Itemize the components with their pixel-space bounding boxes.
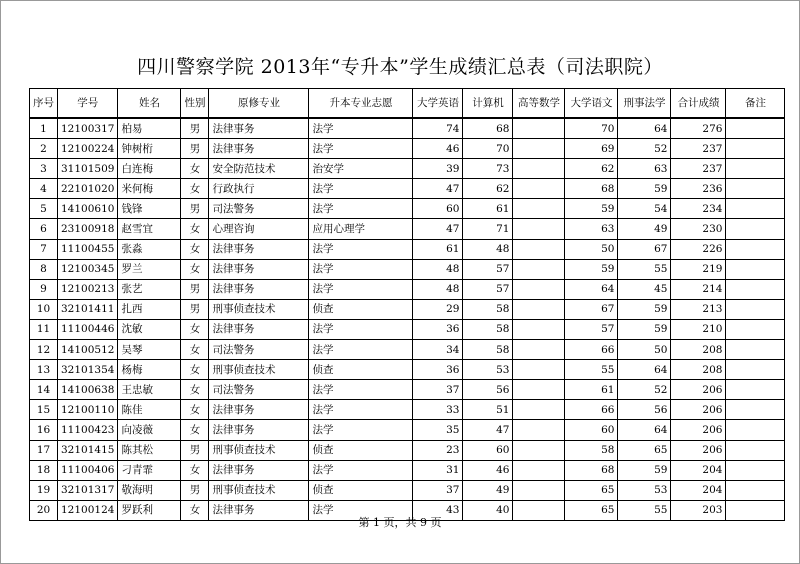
math-score xyxy=(513,279,565,299)
header-math: 高等数学 xyxy=(513,89,565,119)
student-name: 杨梅 xyxy=(118,360,181,380)
original-major: 法律事务 xyxy=(209,279,309,299)
chinese-score: 60 xyxy=(565,420,618,440)
student-sex: 男 xyxy=(181,440,209,460)
computer-score: 71 xyxy=(463,219,513,239)
math-score xyxy=(513,340,565,360)
target-major: 法学 xyxy=(309,279,413,299)
row-number: 3 xyxy=(30,159,58,179)
math-score xyxy=(513,139,565,159)
student-sex: 女 xyxy=(181,219,209,239)
computer-score: 60 xyxy=(463,440,513,460)
criminal-law-score: 63 xyxy=(618,159,671,179)
total-score: 208 xyxy=(671,360,726,380)
student-name: 柏易 xyxy=(118,118,181,139)
total-score: 226 xyxy=(671,239,726,259)
row-number: 14 xyxy=(30,380,58,400)
criminal-law-score: 45 xyxy=(618,279,671,299)
student-sex: 男 xyxy=(181,480,209,500)
total-score: 219 xyxy=(671,259,726,279)
original-major: 刑事侦查技术 xyxy=(209,440,309,460)
original-major: 法律事务 xyxy=(209,420,309,440)
english-score: 60 xyxy=(413,199,463,219)
student-sex: 女 xyxy=(181,340,209,360)
student-name: 向凌薇 xyxy=(118,420,181,440)
chinese-score: 67 xyxy=(565,299,618,319)
original-major: 法律事务 xyxy=(209,400,309,420)
row-number: 20 xyxy=(30,500,58,520)
student-sex: 女 xyxy=(181,179,209,199)
criminal-law-score: 64 xyxy=(618,360,671,380)
target-major: 法学 xyxy=(309,239,413,259)
original-major: 刑事侦查技术 xyxy=(209,299,309,319)
table-row xyxy=(30,299,785,319)
english-score: 47 xyxy=(413,179,463,199)
computer-score: 53 xyxy=(463,360,513,380)
row-number: 11 xyxy=(30,319,58,339)
computer-score: 70 xyxy=(463,139,513,159)
original-major: 司法警务 xyxy=(209,380,309,400)
header-sex: 性别 xyxy=(181,89,209,119)
row-number: 5 xyxy=(30,199,58,219)
math-score xyxy=(513,460,565,480)
chinese-score: 59 xyxy=(565,259,618,279)
english-score: 29 xyxy=(413,299,463,319)
math-score xyxy=(513,420,565,440)
total-score: 237 xyxy=(671,159,726,179)
student-id: 14100512 xyxy=(58,340,118,360)
original-major: 行政执行 xyxy=(209,179,309,199)
target-major: 法学 xyxy=(309,340,413,360)
table-row xyxy=(30,199,785,219)
chinese-score: 62 xyxy=(565,159,618,179)
student-name: 米何梅 xyxy=(118,179,181,199)
chinese-score: 57 xyxy=(565,319,618,339)
student-name: 张艺 xyxy=(118,279,181,299)
header-target-major: 升本专业志愿 xyxy=(309,89,413,119)
student-sex: 男 xyxy=(181,279,209,299)
student-name: 白连梅 xyxy=(118,159,181,179)
table-row xyxy=(30,440,785,460)
row-number: 6 xyxy=(30,219,58,239)
student-id: 22101020 xyxy=(58,179,118,199)
criminal-law-score: 64 xyxy=(618,420,671,440)
student-id: 12100317 xyxy=(58,118,118,139)
target-major: 侦查 xyxy=(309,440,413,460)
note-cell xyxy=(726,319,785,339)
target-major: 法学 xyxy=(309,139,413,159)
original-major: 刑事侦查技术 xyxy=(209,480,309,500)
student-id: 12100213 xyxy=(58,279,118,299)
note-cell xyxy=(726,380,785,400)
original-major: 司法警务 xyxy=(209,199,309,219)
header-id: 学号 xyxy=(58,89,118,119)
row-number: 8 xyxy=(30,259,58,279)
student-name: 扎西 xyxy=(118,299,181,319)
chinese-score: 58 xyxy=(565,440,618,460)
english-score: 33 xyxy=(413,400,463,420)
header-orig-major: 原修专业 xyxy=(209,89,309,119)
target-major: 法学 xyxy=(309,500,413,520)
total-score: 210 xyxy=(671,319,726,339)
english-score: 37 xyxy=(413,480,463,500)
criminal-law-score: 52 xyxy=(618,380,671,400)
total-score: 204 xyxy=(671,480,726,500)
target-major: 应用心理学 xyxy=(309,219,413,239)
total-score: 206 xyxy=(671,440,726,460)
table-row xyxy=(30,139,785,159)
total-score: 214 xyxy=(671,279,726,299)
student-name: 敬海明 xyxy=(118,480,181,500)
original-major: 法律事务 xyxy=(209,319,309,339)
criminal-law-score: 55 xyxy=(618,500,671,520)
english-score: 36 xyxy=(413,360,463,380)
table-body xyxy=(30,118,785,520)
table-row xyxy=(30,460,785,480)
criminal-law-score: 54 xyxy=(618,199,671,219)
table-row xyxy=(30,380,785,400)
criminal-law-score: 59 xyxy=(618,460,671,480)
student-sex: 女 xyxy=(181,239,209,259)
student-id: 32101317 xyxy=(58,480,118,500)
total-score: 204 xyxy=(671,460,726,480)
english-score: 74 xyxy=(413,118,463,139)
computer-score: 40 xyxy=(463,500,513,520)
english-score: 34 xyxy=(413,340,463,360)
math-score xyxy=(513,159,565,179)
header-note: 备注 xyxy=(726,89,785,119)
english-score: 39 xyxy=(413,159,463,179)
math-score xyxy=(513,319,565,339)
computer-score: 57 xyxy=(463,279,513,299)
total-score: 237 xyxy=(671,139,726,159)
original-major: 法律事务 xyxy=(209,118,309,139)
computer-score: 58 xyxy=(463,319,513,339)
criminal-law-score: 49 xyxy=(618,219,671,239)
row-number: 10 xyxy=(30,299,58,319)
criminal-law-score: 50 xyxy=(618,340,671,360)
math-score xyxy=(513,400,565,420)
original-major: 刑事侦查技术 xyxy=(209,360,309,380)
row-number: 19 xyxy=(30,480,58,500)
chinese-score: 63 xyxy=(565,219,618,239)
target-major: 侦查 xyxy=(309,360,413,380)
criminal-law-score: 59 xyxy=(618,319,671,339)
student-name: 吴琴 xyxy=(118,340,181,360)
student-id: 14100638 xyxy=(58,380,118,400)
header-name: 姓名 xyxy=(118,89,181,119)
row-number: 1 xyxy=(30,118,58,139)
english-score: 47 xyxy=(413,219,463,239)
table-row xyxy=(30,400,785,420)
header-computer: 计算机 xyxy=(463,89,513,119)
student-name: 钟树桁 xyxy=(118,139,181,159)
criminal-law-score: 53 xyxy=(618,480,671,500)
criminal-law-score: 65 xyxy=(618,440,671,460)
student-name: 钱锋 xyxy=(118,199,181,219)
criminal-law-score: 52 xyxy=(618,139,671,159)
original-major: 法律事务 xyxy=(209,239,309,259)
row-number: 7 xyxy=(30,239,58,259)
note-cell xyxy=(726,219,785,239)
target-major: 侦查 xyxy=(309,480,413,500)
note-cell xyxy=(726,259,785,279)
note-cell xyxy=(726,400,785,420)
student-name: 罗兰 xyxy=(118,259,181,279)
criminal-law-score: 59 xyxy=(618,299,671,319)
row-number: 17 xyxy=(30,440,58,460)
student-sex: 女 xyxy=(181,400,209,420)
computer-score: 61 xyxy=(463,199,513,219)
row-number: 2 xyxy=(30,139,58,159)
math-score xyxy=(513,239,565,259)
note-cell xyxy=(726,159,785,179)
math-score xyxy=(513,299,565,319)
student-id: 11100455 xyxy=(58,239,118,259)
chinese-score: 70 xyxy=(565,118,618,139)
total-score: 208 xyxy=(671,340,726,360)
chinese-score: 55 xyxy=(565,360,618,380)
original-major: 法律事务 xyxy=(209,259,309,279)
total-score: 213 xyxy=(671,299,726,319)
english-score: 48 xyxy=(413,279,463,299)
student-id: 32101415 xyxy=(58,440,118,460)
student-id: 12100124 xyxy=(58,500,118,520)
student-sex: 女 xyxy=(181,319,209,339)
student-id: 12100345 xyxy=(58,259,118,279)
criminal-law-score: 67 xyxy=(618,239,671,259)
computer-score: 46 xyxy=(463,460,513,480)
student-id: 32101411 xyxy=(58,299,118,319)
computer-score: 56 xyxy=(463,380,513,400)
math-score xyxy=(513,440,565,460)
student-sex: 女 xyxy=(181,500,209,520)
student-name: 沈敏 xyxy=(118,319,181,339)
note-cell xyxy=(726,139,785,159)
computer-score: 73 xyxy=(463,159,513,179)
student-name: 刁青霏 xyxy=(118,460,181,480)
note-cell xyxy=(726,460,785,480)
math-score xyxy=(513,199,565,219)
student-sex: 女 xyxy=(181,420,209,440)
score-table xyxy=(29,88,785,521)
header-criminal-law: 刑事法学 xyxy=(618,89,671,119)
chinese-score: 64 xyxy=(565,279,618,299)
header-total: 合计成绩 xyxy=(671,89,726,119)
student-name: 赵雪宜 xyxy=(118,219,181,239)
criminal-law-score: 59 xyxy=(618,179,671,199)
student-sex: 女 xyxy=(181,159,209,179)
computer-score: 58 xyxy=(463,299,513,319)
student-id: 31101509 xyxy=(58,159,118,179)
note-cell xyxy=(726,440,785,460)
criminal-law-score: 64 xyxy=(618,118,671,139)
student-id: 11100406 xyxy=(58,460,118,480)
student-name: 张淼 xyxy=(118,239,181,259)
original-major: 法律事务 xyxy=(209,139,309,159)
student-sex: 男 xyxy=(181,139,209,159)
chinese-score: 50 xyxy=(565,239,618,259)
math-score xyxy=(513,360,565,380)
chinese-score: 66 xyxy=(565,340,618,360)
math-score xyxy=(513,118,565,139)
target-major: 侦查 xyxy=(309,299,413,319)
student-id: 11100423 xyxy=(58,420,118,440)
total-score: 236 xyxy=(671,179,726,199)
student-id: 23100918 xyxy=(58,219,118,239)
original-major: 法律事务 xyxy=(209,460,309,480)
table-row xyxy=(30,179,785,199)
original-major: 安全防范技术 xyxy=(209,159,309,179)
student-name: 陈其松 xyxy=(118,440,181,460)
english-score: 23 xyxy=(413,440,463,460)
table-row xyxy=(30,219,785,239)
table-row xyxy=(30,118,785,139)
target-major: 法学 xyxy=(309,460,413,480)
target-major: 法学 xyxy=(309,179,413,199)
row-number: 12 xyxy=(30,340,58,360)
total-score: 206 xyxy=(671,420,726,440)
math-score xyxy=(513,179,565,199)
chinese-score: 66 xyxy=(565,400,618,420)
student-id: 14100610 xyxy=(58,199,118,219)
english-score: 35 xyxy=(413,420,463,440)
row-number: 4 xyxy=(30,179,58,199)
header-english: 大学英语 xyxy=(413,89,463,119)
header-chinese: 大学语文 xyxy=(565,89,618,119)
student-name: 陈佳 xyxy=(118,400,181,420)
target-major: 法学 xyxy=(309,380,413,400)
english-score: 46 xyxy=(413,139,463,159)
student-name: 王忠敏 xyxy=(118,380,181,400)
row-number: 18 xyxy=(30,460,58,480)
header-no: 序号 xyxy=(30,89,58,119)
student-sex: 女 xyxy=(181,460,209,480)
table-row xyxy=(30,159,785,179)
computer-score: 68 xyxy=(463,118,513,139)
computer-score: 51 xyxy=(463,400,513,420)
note-cell xyxy=(726,360,785,380)
table-row xyxy=(30,360,785,380)
computer-score: 47 xyxy=(463,420,513,440)
note-cell xyxy=(726,179,785,199)
student-id: 32101354 xyxy=(58,360,118,380)
english-score: 36 xyxy=(413,319,463,339)
total-score: 276 xyxy=(671,118,726,139)
student-id: 12100110 xyxy=(58,400,118,420)
target-major: 法学 xyxy=(309,199,413,219)
english-score: 61 xyxy=(413,239,463,259)
chinese-score: 68 xyxy=(565,179,618,199)
target-major: 法学 xyxy=(309,319,413,339)
target-major: 法学 xyxy=(309,118,413,139)
student-sex: 男 xyxy=(181,299,209,319)
computer-score: 58 xyxy=(463,340,513,360)
page-footer: 第 1 页，共 9 页 xyxy=(358,516,442,529)
table-row xyxy=(30,420,785,440)
row-number: 13 xyxy=(30,360,58,380)
computer-score: 57 xyxy=(463,259,513,279)
table-row xyxy=(30,340,785,360)
computer-score: 62 xyxy=(463,179,513,199)
table-header-row xyxy=(30,89,785,119)
chinese-score: 69 xyxy=(565,139,618,159)
target-major: 法学 xyxy=(309,400,413,420)
criminal-law-score: 55 xyxy=(618,259,671,279)
original-major: 司法警务 xyxy=(209,340,309,360)
row-number: 15 xyxy=(30,400,58,420)
chinese-score: 65 xyxy=(565,480,618,500)
math-score xyxy=(513,219,565,239)
total-score: 230 xyxy=(671,219,726,239)
computer-score: 48 xyxy=(463,239,513,259)
english-score: 37 xyxy=(413,380,463,400)
note-cell xyxy=(726,239,785,259)
student-sex: 女 xyxy=(181,380,209,400)
chinese-score: 59 xyxy=(565,199,618,219)
row-number: 9 xyxy=(30,279,58,299)
table-row xyxy=(30,239,785,259)
student-name: 罗跃利 xyxy=(118,500,181,520)
math-score xyxy=(513,380,565,400)
target-major: 法学 xyxy=(309,420,413,440)
target-major: 法学 xyxy=(309,259,413,279)
math-score xyxy=(513,480,565,500)
student-sex: 男 xyxy=(181,118,209,139)
chinese-score: 61 xyxy=(565,380,618,400)
note-cell xyxy=(726,340,785,360)
total-score: 206 xyxy=(671,380,726,400)
target-major: 治安学 xyxy=(309,159,413,179)
note-cell xyxy=(726,299,785,319)
table-row xyxy=(30,319,785,339)
original-major: 法律事务 xyxy=(209,500,309,520)
total-score: 206 xyxy=(671,400,726,420)
student-sex: 男 xyxy=(181,199,209,219)
table-row xyxy=(30,480,785,500)
chinese-score: 65 xyxy=(565,500,618,520)
table-row xyxy=(30,259,785,279)
note-cell xyxy=(726,420,785,440)
note-cell xyxy=(726,118,785,139)
english-score: 31 xyxy=(413,460,463,480)
table-row xyxy=(30,279,785,299)
chinese-score: 68 xyxy=(565,460,618,480)
english-score: 43 xyxy=(413,500,463,520)
student-id: 12100224 xyxy=(58,139,118,159)
student-sex: 女 xyxy=(181,360,209,380)
english-score: 48 xyxy=(413,259,463,279)
student-sex: 女 xyxy=(181,259,209,279)
row-number: 16 xyxy=(30,420,58,440)
page-title: 四川警察学院 2013年“专升本”学生成绩汇总表（司法职院） xyxy=(137,56,663,78)
student-id: 11100446 xyxy=(58,319,118,339)
note-cell xyxy=(726,199,785,219)
computer-score: 49 xyxy=(463,480,513,500)
note-cell xyxy=(726,279,785,299)
note-cell xyxy=(726,480,785,500)
criminal-law-score: 56 xyxy=(618,400,671,420)
original-major: 心理咨询 xyxy=(209,219,309,239)
total-score: 203 xyxy=(671,500,726,520)
math-score xyxy=(513,259,565,279)
total-score: 234 xyxy=(671,199,726,219)
